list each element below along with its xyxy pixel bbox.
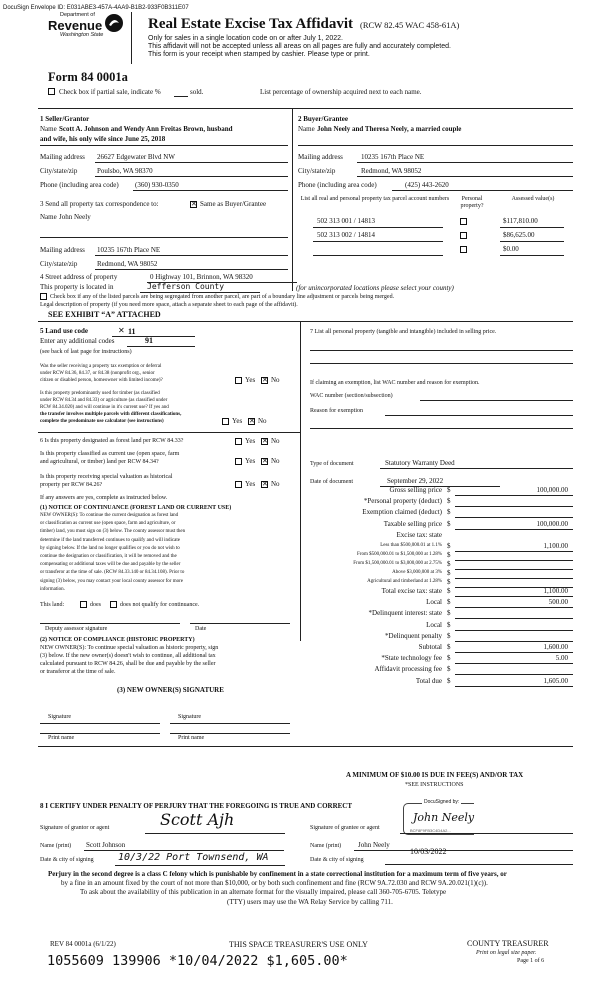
same-as-buyer-checkbox[interactable]: ✕ [191,200,197,208]
sec3-name: John Neely [59,213,91,221]
logo-dept: Department of [60,12,95,18]
q-current-use-no-checkbox[interactable]: ✕ [262,457,268,465]
q-historic-no: No [271,480,280,488]
personal-property-checkbox[interactable] [460,232,467,239]
additional-codes-label: Enter any additional codes [40,337,115,345]
seller-name-line1: Scott A. Johnson and Wendy Ann Freitas Brown, husband [59,125,233,133]
doc-type-label: Type of document [310,461,354,467]
grantor-name-label: Name (print) [40,843,72,849]
seller-city-label: City/state/zip [40,167,78,175]
parcel-number: 502 313 002 / 14814 [317,231,375,239]
parcel-col-header: List all real and personal property tax parcel account numbers [300,196,450,202]
sec3-mail: 10235 167th Place NE [97,246,161,254]
q-forest-no-checkbox[interactable]: ✕ [262,437,268,445]
dollar-sign: $ [447,598,451,607]
land-use-code: 11 [128,327,136,336]
list-percentage-note: List percentage of ownership acquired next to each name. [260,88,422,96]
perjury-line-2: by a fine in an amount fixed by the court of not more than $10,000, or by both such confinement and fine (RCW 9A.72.030 and RCW 9A.20.021(1)(c)). [61,879,488,887]
q-forest-yes: Yes [245,437,256,445]
buyer-mail-label: Mailing address [298,153,343,161]
grantee-name-label: Name (print) [310,843,342,849]
seller-heading: 1 Seller/Grantor [40,115,90,123]
tax-row-label: Exemption claimed (deduct) [362,508,442,517]
grantee-name: John Neely [358,841,390,849]
seller-name-label: Name [40,125,57,133]
form-number: Form 84 0001a [48,70,128,84]
continuance-text: or classification as current use (open space, farm and agriculture, or [40,521,176,527]
land-use-instructions: (see back of last page for instructions) [40,349,132,355]
personal-col-header: Personal property? [460,196,484,209]
docusigned-by-label: DocuSigned by: [424,799,460,805]
sec3-city-label: City/state/zip [40,260,78,268]
tax-row-label: Local [426,620,442,629]
continuance-text: timber) land, you must sign on (3) below. The county assessor must then [40,529,186,535]
parcel-number: 502 313 001 / 14813 [317,217,375,225]
header-note-2: This affidavit will not be accepted unless all areas on all pages are fully and accurately completed. [148,43,451,50]
compliance-heading: (2) NOTICE OF COMPLIANCE (HISTORIC PROPERTY) [40,637,195,643]
q-timber-no-checkbox[interactable]: ✕ [249,417,255,425]
deputy-date-label: Date [195,626,207,632]
exemption-claim-label: If claiming an exemption, list WAC number and reason for exemption. [310,380,480,386]
q-historic-no-checkbox[interactable]: ✕ [262,480,268,488]
grantee-signature: John Neely [413,811,475,824]
seller-city: Poulsbo, WA 98370 [97,167,153,175]
q-timber-no: No [258,417,267,425]
dollar-sign: $ [447,676,451,685]
assessed-value: $117,810.00 [503,217,538,225]
q-current-use-1: Is this property classified as current use (open space, farm [40,451,180,457]
perjury-line-3: To ask about the availability of this publication in an alternate format for the visually impaired, please call 360-705-6705. Teletype [80,888,447,896]
continuance-text: or transferor at the time of sale. (RCW 84.33.140 or 84.34.108). Prior to [40,570,185,576]
dollar-sign: $ [447,551,451,559]
county-uninc-note: (for unincorporated locations please select your county) [296,284,454,292]
partial-sale-sold: sold. [190,88,204,96]
header-note-3: This form is your receipt when stamped by cashier. Please type or print. [148,51,370,58]
q-timber-5: complete the predominate use calculator (see instructions) [40,419,164,424]
grantor-date-label: Date & city of signing [40,857,94,863]
owner-print-label-1: Print name [48,735,75,741]
docusign-id: BCF8F9FB3C4D4A2... [410,828,451,833]
assessed-value: $0.00 [503,245,519,253]
grantor-name: Scott Johnson [86,841,126,849]
legal-description-label: Legal description of property (if you need more space, attach a separate sheet to each page of the affidavit). [40,302,298,308]
q-exemption-no: No [271,376,280,384]
q-forest-yes-checkbox[interactable] [235,438,242,445]
land-use-x: ✕ [118,326,125,335]
county-value: Jefferson County [147,282,225,291]
continuance-text: continue the designation or classification, it will be removed and the [40,554,177,559]
tax-row-label: *Delinquent penalty [385,631,442,640]
does-not-qualify-label: does not qualify for continuance. [120,602,200,608]
continuance-text: determine if the land transferred continues to qualify and will indicate [40,537,180,543]
buyer-city: Redmond, WA 98052 [361,167,422,175]
sec3-name-label: Name [40,213,57,221]
buyer-name: John Neely and Theresa Neely, a married couple [317,125,462,133]
q-exemption-yes-checkbox[interactable] [235,377,242,384]
tax-row-value: 100,000.00 [536,519,568,528]
seller-phone-label: Phone (including area code) [40,181,119,189]
compliance-text: or transferor at the time of sale. [40,669,116,675]
seller-mail-label: Mailing address [40,153,85,161]
q-current-use-no: No [271,457,280,465]
continuance-heading: (1) NOTICE OF CONTINUANCE (FOREST LAND OR CURRENT USE) [40,505,232,511]
does-qualify-label: does [90,602,101,608]
segregation-label: Check box if any of the listed parcels are being segregated from another parcel, are part of a boundary line adjustment or parcels being merged. [50,294,395,300]
doc-date-label: Date of document [310,479,353,485]
dollar-sign: $ [447,587,451,595]
dollar-sign: $ [447,486,451,494]
tax-row-label: Agricultural and timberland at 1.28% [367,579,442,584]
segregation-checkbox[interactable] [40,293,47,300]
tax-row-value: 500.00 [548,598,568,607]
buyer-phone-label: Phone (including area code) [298,181,377,189]
buyer-mail: 10235 167th Place NE [361,153,425,161]
tax-row-label: Less than $500,000.01 at 1.1% [380,543,442,548]
grantee-date-label: Date & city of signing [310,857,364,863]
envelope-id: DocuSign Envelope ID: E031ABE3-457A-4AA9-B1B2-933F0B311E07 [3,5,189,11]
new-owner-signature-heading: (3) NEW OWNER(S) SIGNATURE [117,686,224,694]
doc-date: September 29, 2022 [387,477,444,485]
dollar-sign: $ [447,578,451,586]
q-timber-3: RCW 84.34.020) and will continue in it's current use? If yes and [40,405,169,410]
dollar-sign: $ [447,542,451,550]
same-as-buyer-label: Same as Buyer/Grantee [200,200,267,208]
perjury-line-1: Perjury in the second degree is a class C felony which is punishable by confinement in a state correctional institution for a maximum term of five years, or [48,870,507,878]
grantee-date: 10/03/2022 [410,847,447,856]
logo-state: Washington State [60,32,104,38]
additional-codes: 91 [145,336,153,345]
seller-phone: (360) 930-0350 [135,181,179,189]
grantor-date: 10/3/22 Port Townsend, WA [118,852,269,863]
dollar-sign: $ [447,519,451,528]
tax-row-value: 1,600.00 [543,643,568,651]
assessed-value: $86,625.00 [503,231,535,239]
sec3-mail-label: Mailing address [40,246,85,254]
see-instructions-note: *SEE INSTRUCTIONS [405,782,464,788]
q-historic-yes: Yes [245,480,256,488]
seller-mail: 26627 Edgewater Blvd NW [97,153,175,161]
print-legal-note: Print on legal size paper. [476,950,537,956]
dollar-sign: $ [447,654,451,663]
tax-row-label: Excise tax: state [396,530,442,539]
if-any-yes: If any answers are yes, complete as instructed below. [40,495,168,501]
continuance-text: compensating or additional taxes will be due and payable by the seller [40,562,181,568]
tax-row-label: Subtotal [418,643,442,651]
buyer-phone: (425) 443-2620 [405,181,449,189]
grantor-signature: Scott Ajh [160,810,235,829]
tax-row-label: Taxable selling price [383,519,442,528]
q-historic-1: Is this property receiving special valuation as historical [40,474,173,480]
continuance-text: by signing below. If the land no longer qualifies or you do not wish to [40,545,180,551]
rev-number: REV 84 0001a (6/1/22) [50,940,116,948]
doc-type: Statutory Warranty Deed [385,459,455,467]
q-timber-yes-checkbox[interactable] [222,418,229,425]
sec3-heading: 3 Send all property tax correspondence to: [40,200,159,208]
personal-property-label: 7 List all personal property (tangible and intangible) included in selling price. [310,329,497,335]
q-timber-4: the transfer involves multiple parcels with different classifications, [40,412,182,417]
logo-revenue: Revenue [48,18,103,33]
q-current-use-2: and agricultural, or timber) land per RCW 84.34? [40,459,159,465]
grantee-signature-label: Signature of grantee or agent [310,825,380,831]
treasurer-space: THIS SPACE TREASURER'S USE ONLY [229,940,368,949]
dollar-sign: $ [447,560,451,568]
q-exemption-3: citizen or disabled person, homeowner with limited income)? [40,378,163,383]
county-treasurer: COUNTY TREASURER [467,939,549,948]
q-timber-yes: Yes [232,417,243,425]
buyer-city-label: City/state/zip [298,167,336,175]
continuance-text: NEW OWNER(S): To continue the current designation as forest land [40,513,179,518]
tax-row-label: *Personal property (deduct) [363,497,442,506]
seller-name-line2: and wife, his only wife since June 25, 2018 [40,135,166,143]
tax-row-value: 1,100.00 [543,542,568,550]
perjury-line-4: (TTY) users may use the WA Relay Service by calling 711. [227,898,393,906]
partial-sale-checkbox[interactable] [48,88,55,95]
tax-row-label: Total excise tax: state [381,587,442,595]
compliance-text: (3) below. If the new owner(s) doesn't wish to continue, all additional tax [40,653,216,659]
sec3-city: Redmond, WA 98052 [97,260,158,268]
page-title: Real Estate Excise Tax Affidavit [148,16,353,32]
grantor-signature-label: Signature of grantor or agent [40,825,110,831]
q-historic-yes-checkbox[interactable] [235,481,242,488]
page-title-rcw: (RCW 82.45 WAC 458-61A) [360,20,460,30]
tax-row-label: Local [426,598,442,607]
minimum-due-note: A MINIMUM OF $10.00 IS DUE IN FEE(S) AND/OR TAX [346,771,524,779]
q-timber-1: Is this property predominantly used for timber (as classified [40,391,160,396]
county-label: This property is located in [40,283,114,291]
owner-signature-label-1: Signature [48,714,71,720]
buyer-name-label: Name [298,125,315,133]
q-exemption-no-checkbox[interactable]: ✕ [262,376,268,384]
q-forest: 6 Is this property designated as forest land per RCW 84.33? [40,438,184,444]
tax-row-label: Gross selling price [389,486,442,494]
deputy-signature-label: Deputy assessor signature [45,626,108,632]
tax-row-label: Affidavit processing fee [374,665,442,674]
certify-heading: 8 I CERTIFY UNDER PENALTY OF PERJURY THAT THE FOREGOING IS TRUE AND CORRECT [40,802,353,810]
dollar-sign: $ [447,609,451,618]
does-qualify-checkbox[interactable] [80,601,87,608]
partial-sale-label: Check box if partial sale, indicate % [59,88,161,96]
q-exemption-1: Was the seller receiving a property tax exemption or deferral [40,364,162,369]
land-use-label: 5 Land use code [40,327,89,335]
tax-row-value: 1,100.00 [543,587,568,595]
owner-print-label-2: Print name [178,735,205,741]
buyer-heading: 2 Buyer/Grantee [298,115,348,123]
page-number: Page 1 of 6 [517,958,545,964]
wac-label: WAC number (section/subsection) [310,393,393,399]
q-historic-2: property per RCW 84.26? [40,482,103,488]
q-current-use-yes-checkbox[interactable] [235,458,242,465]
personal-property-checkbox[interactable] [460,218,467,225]
q-current-use-yes: Yes [245,457,256,465]
dollar-sign: $ [447,569,451,577]
does-not-qualify-checkbox[interactable] [110,601,117,608]
owner-signature-label-2: Signature [178,714,201,720]
dollar-sign: $ [447,497,451,506]
street-address: 0 Highway 101, Brinnon, WA 98320 [150,273,253,281]
q-exemption-2: under RCW 84.36, 84.37, or 84.38 (nonprofit org., senior [40,371,155,376]
exhibit-attached: SEE EXHIBIT “A” ATTACHED [48,310,161,319]
dollar-sign: $ [447,665,451,674]
tax-row-label: Total due [415,676,442,685]
dollar-sign: $ [447,620,451,629]
street-label: 4 Street address of property [40,273,118,281]
personal-property-checkbox[interactable] [460,246,467,253]
continuance-text: information. [40,586,65,592]
compliance-text: calculated pursuant to RCW 84.26, shall be due and payable by the seller [40,661,216,667]
q-forest-no: No [271,437,280,445]
tax-row-label: From $500,000.01 to $1,500,000 at 1.28% [357,552,442,557]
tax-row-label: *State technology fee [381,654,442,663]
revenue-logo-icon [104,13,124,33]
treasurer-stamp: 1055609 139906 *10/04/2022 $1,605.00* [47,953,348,969]
continuance-text: signing (3) below, you may contact your local county assessor for more [40,578,183,584]
header-note-1: Only for sales in a single location code on or after July 1, 2022. [148,35,343,42]
tax-row-value: 100,000.00 [536,486,568,494]
reason-label: Reason for exemption [310,408,363,414]
compliance-text: NEW OWNER(S): To continue special valuation as historic property, sign [40,645,219,651]
q-timber-2: under RCW 84.34 and 84.33) or agriculture (as classified under [40,398,168,403]
tax-row-value: 1,605.00 [543,676,568,685]
tax-row-label: Above $3,000,000 at 3% [392,570,442,575]
dollar-sign: $ [447,631,451,640]
tax-row-label: *Delinquent interest: state [368,609,442,618]
tax-row-label: From $1,500,000.01 to $3,000,000 at 2.75% [353,561,442,566]
assessed-col-header: Assessed value(s) [511,196,555,202]
tax-row-value: 5.00 [555,654,568,663]
dollar-sign: $ [447,508,451,517]
q-exemption-yes: Yes [245,376,256,384]
dollar-sign: $ [447,643,451,651]
this-land-label: This land: [40,602,65,608]
